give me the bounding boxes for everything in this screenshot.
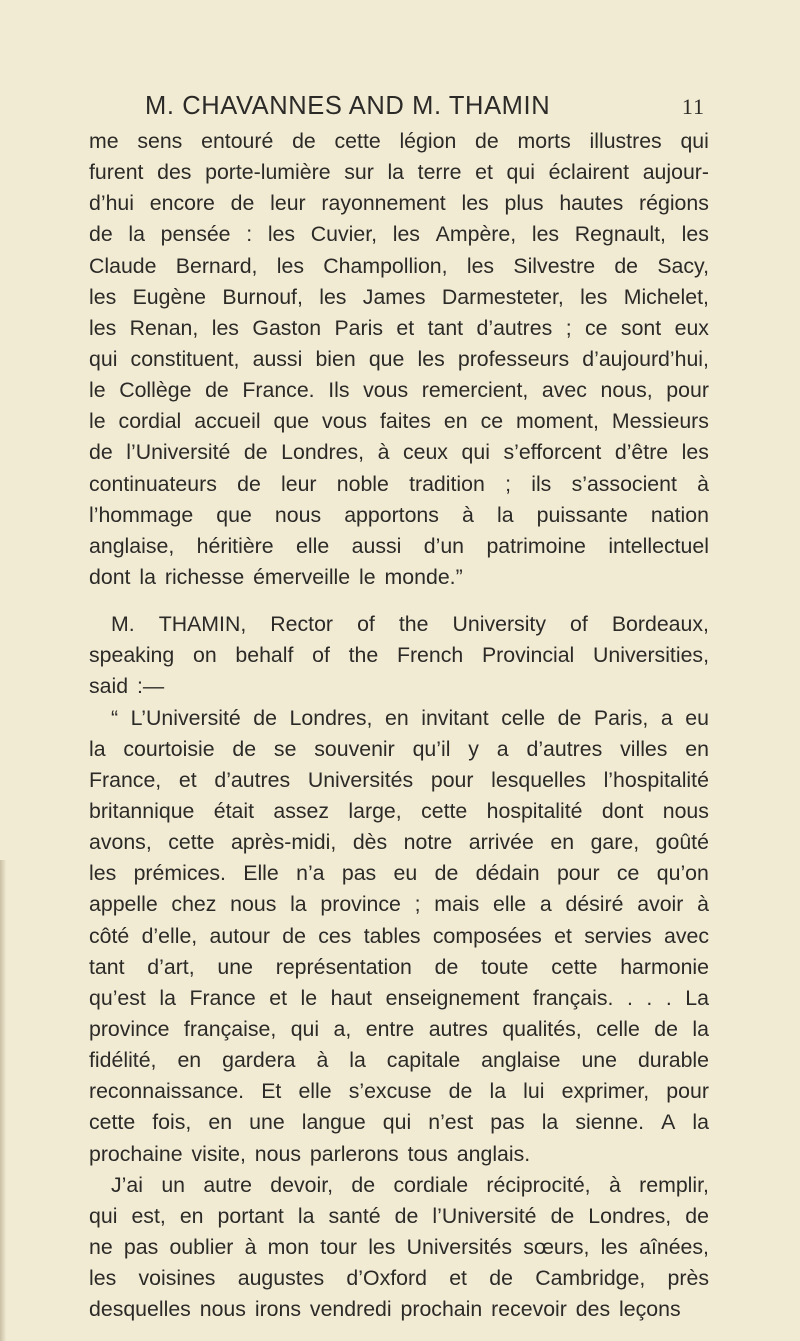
text-line: reconnaissance. Et elle s’excuse de la lui exprimer, pour: [89, 1079, 709, 1104]
page-edge-shadow: [0, 860, 6, 1341]
text-line: J’ai un autre devoir, de cordiale réciprocité, à remplir,: [111, 1172, 709, 1197]
text-line: les Renan, les Gaston Paris et tant d’autres ; ce sont eux: [89, 315, 709, 340]
page-number: 11: [681, 94, 705, 119]
text-line: Claude Bernard, les Champollion, les Silvestre de Sacy,: [89, 253, 709, 278]
text-line: d’hui encore de leur rayonnement les plus hautes régions: [89, 191, 709, 216]
text-line: desquelles nous irons vendredi prochain recevoir des leçons: [89, 1297, 681, 1322]
body-text: [89, 126, 709, 1325]
running-head: [145, 92, 705, 121]
text-line: britannique était assez large, cette hospitalité dont nous: [89, 798, 709, 823]
text-line: de l’Université de Londres, à ceux qui s’efforcent d’être les: [89, 440, 709, 465]
text-line: prochaine visite, nous parlerons tous anglais.: [89, 1141, 531, 1166]
text-line: les voisines augustes d’Oxford et de Cambridge, près: [89, 1266, 709, 1291]
text-line: M. THAMIN, Rector of the University of Bordeaux,: [111, 612, 709, 637]
text-line: me sens entouré de cette légion de morts illustres qui: [89, 129, 709, 153]
text-line: l’hommage que nous apportons à la puissante nation: [89, 502, 709, 527]
running-head-title: M. CHAVANNES AND M. THAMIN: [145, 92, 551, 120]
text-line: côté d’elle, autour de ces tables composées et servies avec: [89, 923, 709, 948]
text-line: tant d’art, une représentation de toute cette harmonie: [89, 954, 709, 979]
text-line: said :—: [89, 674, 165, 699]
text-line: anglaise, héritière elle aussi d’un patrimoine intellectuel: [89, 533, 709, 558]
text-line: province française, qui a, entre autres qualités, celle de la: [89, 1016, 709, 1041]
text-line: furent des porte-lumière sur la terre et qui éclairent aujour-: [89, 160, 709, 185]
text-line: speaking on behalf of the French Provincial Universities,: [89, 643, 709, 668]
text-line: le Collège de France. Ils vous remercient, avec nous, pour: [89, 378, 709, 403]
text-line: cette fois, en une langue qui n’est pas la sienne. A la: [89, 1110, 709, 1135]
text-line: avons, cette après-midi, dès notre arrivée en gare, goûté: [89, 830, 709, 855]
text-line: appelle chez nous la province ; mais elle a désiré avoir à: [89, 892, 709, 917]
text-line: de la pensée : les Cuvier, les Ampère, les Regnault, les: [89, 222, 709, 247]
text-line: les prémices. Elle n’a pas eu de dédain pour ce qu’on: [89, 861, 709, 886]
text-line: “ L’Université de Londres, en invitant celle de Paris, a eu: [111, 705, 709, 730]
text-line: les Eugène Burnouf, les James Darmesteter, les Michelet,: [89, 284, 709, 309]
text-line: dont la richesse émerveille le monde.”: [89, 564, 463, 589]
text-line: France, et d’autres Universités pour lesquelles l’hospitalité: [89, 767, 709, 792]
text-line: ne pas oublier à mon tour les Universités sœurs, les aînées,: [89, 1234, 709, 1259]
paragraph-gap: [89, 593, 709, 609]
text-line: qui constituent, aussi bien que les professeurs d’aujourd’hui,: [89, 346, 709, 371]
text-line: qu’est la France et le haut enseignement français. . . . La: [89, 985, 709, 1010]
text-line: continuateurs de leur noble tradition ; ils s’associent à: [89, 471, 709, 496]
text-line: qui est, en portant la santé de l’Université de Londres, de: [89, 1203, 709, 1228]
text-line: la courtoisie de se souvenir qu’il y a d’autres villes en: [89, 736, 709, 761]
text-line: fidélité, en gardera à la capitale anglaise une durable: [89, 1048, 709, 1073]
text-line: le cordial accueil que vous faites en ce moment, Messieurs: [89, 409, 709, 434]
